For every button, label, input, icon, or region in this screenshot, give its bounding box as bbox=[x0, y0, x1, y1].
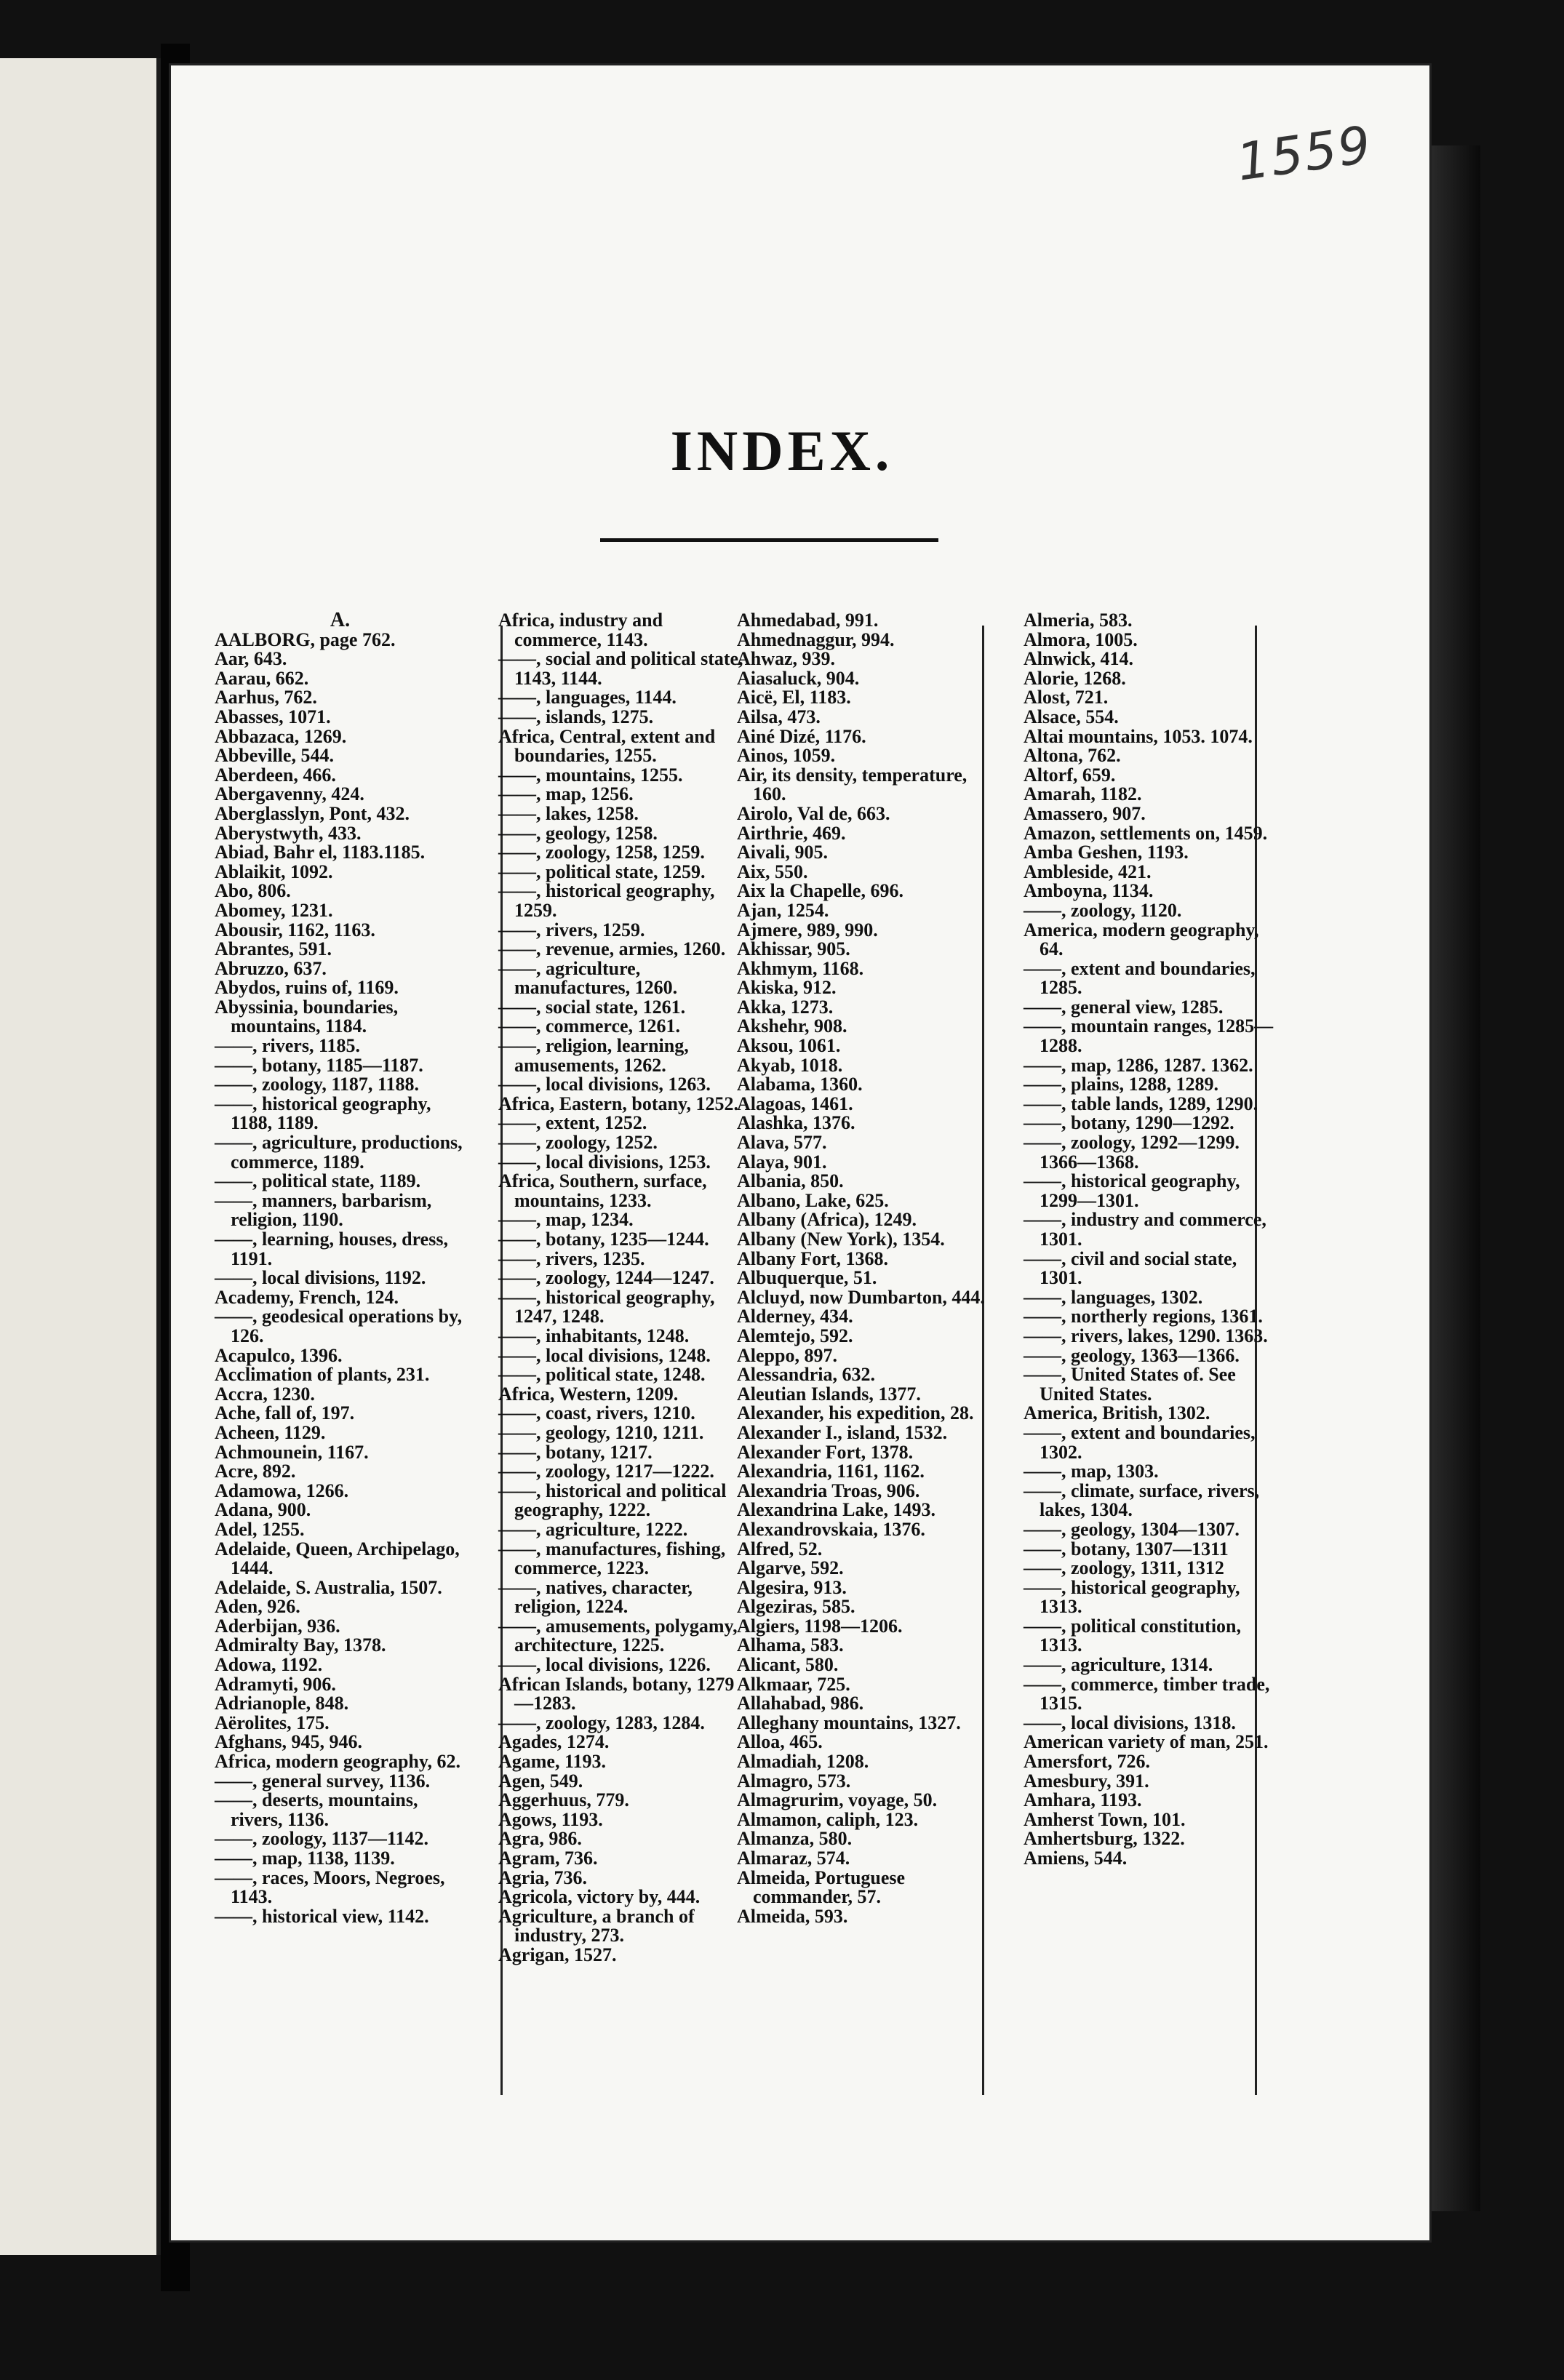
index-entry: ——, races, Moors, Negroes, 1143. bbox=[215, 1866, 445, 1908]
index-entry: Aarhus, 762. bbox=[215, 687, 317, 708]
index-entry: Adrianople, 848. bbox=[215, 1693, 349, 1714]
index-entry: ——, rivers, 1259. bbox=[498, 919, 645, 941]
index-entry: Alagoas, 1461. bbox=[737, 1093, 853, 1114]
index-entry: Almora, 1005. bbox=[1024, 628, 1138, 650]
index-entry: Ahwaz, 939. bbox=[737, 648, 836, 670]
index-entry: ——, historical geography, 1247, 1248. bbox=[498, 1286, 715, 1327]
index-entry: Almanza, 580. bbox=[737, 1828, 853, 1850]
index-entry: ——, table lands, 1289, 1290. bbox=[1024, 1093, 1258, 1114]
index-entry: Aleppo, 897. bbox=[737, 1344, 837, 1366]
index-entry: Aërolites, 175. bbox=[215, 1712, 330, 1733]
index-entry: Amassero, 907. bbox=[1024, 802, 1146, 824]
index-entry: ——, learning, houses, dress, 1191. bbox=[215, 1229, 448, 1269]
index-entry: America, British, 1302. bbox=[1024, 1402, 1210, 1424]
index-entry: ——, zoology, 1311, 1312 bbox=[1024, 1557, 1224, 1579]
index-entry: ——, coast, rivers, 1210. bbox=[498, 1402, 695, 1424]
index-entry: Alessandria, 632. bbox=[737, 1364, 875, 1386]
index-entry: Alkmaar, 725. bbox=[737, 1673, 850, 1695]
index-entry: ——, inhabitants, 1248. bbox=[498, 1325, 690, 1346]
index-entry: Abomey, 1231. bbox=[215, 899, 333, 921]
index-entry: Algarve, 592. bbox=[737, 1557, 844, 1579]
index-entry: Akka, 1273. bbox=[737, 996, 834, 1018]
index-entry: Aggerhuus, 779. bbox=[498, 1789, 629, 1811]
index-entry: ——, agriculture, productions, commerce, 1189. bbox=[215, 1132, 463, 1173]
index-entry: ——, rivers, 1185. bbox=[215, 1035, 361, 1057]
index-entry: ——, extent, 1252. bbox=[498, 1112, 647, 1134]
index-entry: ——, rivers, 1235. bbox=[498, 1247, 645, 1269]
index-entry: Alabama, 1360. bbox=[737, 1074, 863, 1095]
index-entry: Aarau, 662. bbox=[215, 667, 309, 689]
index-entry: ——, zoology, 1292—1299. 1366—1368. bbox=[1024, 1132, 1240, 1173]
index-entry: Alhama, 583. bbox=[737, 1634, 844, 1656]
index-entry: ——, industry and commerce, 1301. bbox=[1024, 1209, 1266, 1250]
index-entry: ——, languages, 1302. bbox=[1024, 1286, 1203, 1308]
index-entry: Albuquerque, 51. bbox=[737, 1267, 877, 1289]
index-entry: African Islands, botany, 1279—1283. bbox=[498, 1673, 735, 1714]
index-entry: Akhissar, 905. bbox=[737, 938, 850, 960]
index-entry: Alorie, 1268. bbox=[1024, 667, 1126, 689]
index-entry: ——, map, 1138, 1139. bbox=[215, 1848, 395, 1869]
index-entry: Altona, 762. bbox=[1024, 745, 1121, 767]
index-entry: Adelaide, Queen, Archipelago, 1444. bbox=[215, 1538, 460, 1579]
index-entry: ——, languages, 1144. bbox=[498, 687, 677, 708]
index-entry: Almeria, 583. bbox=[1024, 610, 1133, 631]
index-entry: Abbeville, 544. bbox=[215, 745, 334, 767]
index-entry: Aix la Chapelle, 696. bbox=[737, 880, 903, 902]
index-entry: Agows, 1193. bbox=[498, 1808, 603, 1830]
index-entry: Agame, 1193. bbox=[498, 1751, 607, 1773]
index-entry: Airolo, Val de, 663. bbox=[737, 802, 890, 824]
index-entry: AALBORG, page 762. bbox=[215, 628, 396, 650]
index-entry: Ainé Dizé, 1176. bbox=[737, 725, 866, 747]
index-entry: Abbazaca, 1269. bbox=[215, 725, 347, 747]
index-entry: Algesira, 913. bbox=[737, 1576, 847, 1598]
index-entry: Alexander, his expedition, 28. bbox=[737, 1402, 974, 1424]
index-entry: Alicant, 580. bbox=[737, 1654, 839, 1676]
index-entry: Alemtejo, 592. bbox=[737, 1325, 853, 1346]
index-entry: Amhara, 1193. bbox=[1024, 1789, 1142, 1811]
index-entry: Airthrie, 469. bbox=[737, 822, 846, 844]
index-entry: ——, commerce, 1261. bbox=[498, 1015, 681, 1037]
index-entry: ——, historical and political geography, 1222. bbox=[498, 1479, 727, 1521]
index-entry: Ajan, 1254. bbox=[737, 899, 829, 921]
index-entry: Alexander Fort, 1378. bbox=[737, 1441, 914, 1463]
index-entry: ——, zoology, 1217—1222. bbox=[498, 1461, 714, 1482]
index-entry: Almeida, 593. bbox=[737, 1905, 848, 1927]
index-entry: ——, botany, 1235—1244. bbox=[498, 1229, 709, 1250]
index-entry: Africa, Central, extent and boundaries, 1255. bbox=[498, 725, 716, 767]
index-entry: ——, geodesical operations by, 126. bbox=[215, 1306, 463, 1346]
index-entry: Africa, modern geography, 62. bbox=[215, 1751, 460, 1773]
index-entry: Accra, 1230. bbox=[215, 1383, 315, 1405]
index-entry: ——, extent and boundaries, 1285. bbox=[1024, 957, 1256, 999]
index-entry: Amhertsburg, 1322. bbox=[1024, 1828, 1185, 1850]
index-entry: Alfred, 52. bbox=[737, 1538, 823, 1560]
index-entry: ——, manners, barbarism, religion, 1190. bbox=[215, 1189, 432, 1231]
index-entry: American variety of man, 251. bbox=[1024, 1731, 1269, 1753]
index-entry: Ache, fall of, 197. bbox=[215, 1402, 355, 1424]
index-entry: Akshehr, 908. bbox=[737, 1015, 847, 1037]
page-title: INDEX. bbox=[670, 419, 894, 482]
index-entry: ——, religion, learning, amusements, 1262. bbox=[498, 1035, 689, 1076]
index-entry: ——, zoology, 1120. bbox=[1024, 899, 1182, 921]
index-entry: ——, map, 1286, 1287. 1362. bbox=[1024, 1054, 1253, 1076]
index-entry: ——, local divisions, 1226. bbox=[498, 1654, 711, 1676]
index-entry: Agra, 986. bbox=[498, 1828, 582, 1850]
index-entry: Africa, Eastern, botany, 1252. bbox=[498, 1093, 739, 1114]
index-entry: ——, agriculture, 1314. bbox=[1024, 1654, 1213, 1676]
index-entry: ——, mountains, 1255. bbox=[498, 764, 683, 786]
index-entry: Aderbijan, 936. bbox=[215, 1615, 340, 1637]
index-entry: Aiasaluck, 904. bbox=[737, 667, 860, 689]
index-entry: Aberdeen, 466. bbox=[215, 764, 336, 786]
index-entry: ——, general view, 1285. bbox=[1024, 996, 1224, 1018]
index-entry: ——, amusements, polygamy, architecture, 1225. bbox=[498, 1615, 738, 1656]
index-entry: Abergavenny, 424. bbox=[215, 783, 364, 805]
index-entry: Abyssinia, boundaries, mountains, 1184. bbox=[215, 996, 399, 1037]
index-entry: Aicë, El, 1183. bbox=[737, 687, 851, 708]
index-entry: Adramyti, 906. bbox=[215, 1673, 336, 1695]
index-entry: Aix, 550. bbox=[737, 860, 808, 882]
index-entry: Albano, Lake, 625. bbox=[737, 1189, 889, 1211]
index-entry: Adelaide, S. Australia, 1507. bbox=[215, 1576, 442, 1598]
index-entry: ——, geology, 1210, 1211. bbox=[498, 1421, 704, 1443]
index-entry: Allahabad, 986. bbox=[737, 1693, 864, 1714]
index-entry: ——, map, 1303. bbox=[1024, 1461, 1159, 1482]
index-entry: ——, map, 1234. bbox=[498, 1209, 634, 1231]
index-entry: ——, northerly regions, 1361. bbox=[1024, 1306, 1263, 1327]
index-entry: ——, civil and social state, 1301. bbox=[1024, 1247, 1237, 1289]
index-column-2 bbox=[498, 611, 749, 2109]
index-entry: Ablaikit, 1092. bbox=[215, 860, 333, 882]
index-entry: Alaya, 901. bbox=[737, 1151, 827, 1173]
index-entry: ——, extent and boundaries, 1302. bbox=[1024, 1421, 1256, 1463]
index-entry: Alava, 577. bbox=[737, 1132, 827, 1154]
index-entry: ——, local divisions, 1253. bbox=[498, 1151, 711, 1173]
index-entry: Amarah, 1182. bbox=[1024, 783, 1142, 805]
index-entry: ——, political state, 1248. bbox=[498, 1364, 706, 1386]
index-entry: Almagro, 573. bbox=[737, 1770, 851, 1792]
index-entry: Achmounein, 1167. bbox=[215, 1441, 369, 1463]
index-column-4 bbox=[1024, 611, 1274, 2109]
index-entry: Agades, 1274. bbox=[498, 1731, 610, 1753]
index-entry: Alcluyd, now Dumbarton, 444. bbox=[737, 1286, 985, 1308]
index-entry: Aden, 926. bbox=[215, 1596, 300, 1618]
index-entry: Adowa, 1192. bbox=[215, 1654, 323, 1676]
index-entry: Abydos, ruins of, 1169. bbox=[215, 977, 399, 999]
index-entry: Algeziras, 585. bbox=[737, 1596, 855, 1618]
index-entry: Amba Geshen, 1193. bbox=[1024, 842, 1189, 863]
index-entry: ——, zoology, 1258, 1259. bbox=[498, 842, 705, 863]
index-entry: America, modern geography, 64. bbox=[1024, 919, 1259, 960]
index-entry: Agen, 549. bbox=[498, 1770, 583, 1792]
index-columns bbox=[215, 609, 1274, 2109]
index-column-3 bbox=[737, 611, 988, 2109]
index-entry: Almamon, caliph, 123. bbox=[737, 1808, 919, 1830]
index-entry: ——, manufactures, fishing, commerce, 1223. bbox=[498, 1538, 726, 1579]
index-entry: Albany (New York), 1354. bbox=[737, 1229, 945, 1250]
index-entry: ——, botany, 1185—1187. bbox=[215, 1054, 423, 1076]
index-entry: Adamowa, 1266. bbox=[215, 1479, 349, 1501]
index-entry: Alexandria, 1161, 1162. bbox=[737, 1461, 925, 1482]
index-entry: Amazon, settlements on, 1459. bbox=[1024, 822, 1268, 844]
index-entry: ——, mountain ranges, 1285—1288. bbox=[1024, 1015, 1274, 1057]
index-entry: Albany (Africa), 1249. bbox=[737, 1209, 917, 1231]
index-entry: ——, zoology, 1187, 1188. bbox=[215, 1074, 419, 1095]
index-entry: Africa, Southern, surface, mountains, 1233. bbox=[498, 1170, 707, 1211]
index-entry: Air, its density, temperature, 160. bbox=[737, 764, 967, 805]
index-entry: Amboyna, 1134. bbox=[1024, 880, 1154, 902]
index-entry: Ahmedabad, 991. bbox=[737, 610, 879, 631]
index-entry: Agricola, victory by, 444. bbox=[498, 1886, 701, 1908]
index-entry: ——, zoology, 1283, 1284. bbox=[498, 1712, 705, 1733]
index-entry: Amherst Town, 101. bbox=[1024, 1808, 1186, 1830]
index-entry: Abasses, 1071. bbox=[215, 706, 331, 727]
index-entry: Abruzzo, 637. bbox=[215, 957, 327, 979]
index-entry: Akhmym, 1168. bbox=[737, 957, 864, 979]
index-entry: ——, social state, 1261. bbox=[498, 996, 686, 1018]
index-entry: Aberystwyth, 433. bbox=[215, 822, 362, 844]
index-entry: ——, local divisions, 1263. bbox=[498, 1074, 711, 1095]
index-entry: ——, geology, 1304—1307. bbox=[1024, 1518, 1240, 1540]
index-entry: ——, general survey, 1136. bbox=[215, 1770, 431, 1792]
index-entry: Alderney, 434. bbox=[737, 1306, 853, 1327]
index-entry: Agriculture, a branch of industry, 273. bbox=[498, 1905, 695, 1946]
index-column-1 bbox=[215, 611, 466, 2109]
index-entry: Agrigan, 1527. bbox=[498, 1944, 617, 1965]
index-entry: Algiers, 1198—1206. bbox=[737, 1615, 903, 1637]
index-entry: ——, botany, 1217. bbox=[498, 1441, 653, 1463]
handwritten-folio-number: 1559 bbox=[1233, 114, 1376, 193]
index-entry: Acheen, 1129. bbox=[215, 1421, 326, 1443]
index-entry: ——, plains, 1288, 1289. bbox=[1024, 1074, 1218, 1095]
index-entry: Amersfort, 726. bbox=[1024, 1751, 1150, 1773]
index-entry: ——, botany, 1307—1311 bbox=[1024, 1538, 1229, 1560]
index-entry: ——, social and political state, 1143, 1144. bbox=[498, 648, 743, 689]
index-entry: ——, historical view, 1142. bbox=[215, 1905, 429, 1927]
index-entry: ——, historical geography, 1259. bbox=[498, 880, 715, 921]
index-letter-heading: A. bbox=[330, 609, 351, 631]
index-entry: Almaraz, 574. bbox=[737, 1848, 850, 1869]
index-entry: Acre, 892. bbox=[215, 1461, 296, 1482]
index-entry: Alashka, 1376. bbox=[737, 1112, 855, 1134]
index-entry: Albany Fort, 1368. bbox=[737, 1247, 888, 1269]
index-entry: Africa, Western, 1209. bbox=[498, 1383, 679, 1405]
index-entry: Alsace, 554. bbox=[1024, 706, 1119, 727]
index-entry: ——, historical geography, 1313. bbox=[1024, 1576, 1240, 1618]
index-entry: Alleghany mountains, 1327. bbox=[737, 1712, 961, 1733]
index-entry: ——, agriculture, 1222. bbox=[498, 1518, 688, 1540]
index-entry: ——, historical geography, 1188, 1189. bbox=[215, 1093, 431, 1134]
index-entry: Abrantes, 591. bbox=[215, 938, 332, 960]
index-entry: ——, geology, 1258. bbox=[498, 822, 658, 844]
index-entry: Afghans, 945, 946. bbox=[215, 1731, 362, 1753]
index-entry: ——, political state, 1189. bbox=[215, 1170, 421, 1192]
index-entry: ——, local divisions, 1248. bbox=[498, 1344, 711, 1366]
index-entry: Agria, 736. bbox=[498, 1866, 588, 1888]
index-entry: Almagrurim, voyage, 50. bbox=[737, 1789, 938, 1811]
index-entry: Alnwick, 414. bbox=[1024, 648, 1133, 670]
index-entry: Acclimation of plants, 231. bbox=[215, 1364, 430, 1386]
index-entry: Alexandria Troas, 906. bbox=[737, 1479, 920, 1501]
index-entry: Aar, 643. bbox=[215, 648, 287, 670]
index-entry: ——, political state, 1259. bbox=[498, 860, 706, 882]
index-entry: ——, deserts, mountains, rivers, 1136. bbox=[215, 1789, 418, 1830]
facing-page-edge bbox=[0, 58, 161, 2255]
index-entry: ——, islands, 1275. bbox=[498, 706, 654, 727]
index-entry: Adel, 1255. bbox=[215, 1518, 305, 1540]
index-entry: Albania, 850. bbox=[737, 1170, 844, 1192]
index-entry: ——, lakes, 1258. bbox=[498, 802, 639, 824]
index-entry: Amiens, 544. bbox=[1024, 1848, 1128, 1869]
index-entry: Alexandrovskaia, 1376. bbox=[737, 1518, 925, 1540]
index-entry: ——, zoology, 1244—1247. bbox=[498, 1267, 714, 1289]
index-entry: Akiska, 912. bbox=[737, 977, 837, 999]
title-rule bbox=[600, 538, 938, 542]
index-entry: ——, political constitution, 1313. bbox=[1024, 1615, 1242, 1656]
index-entry: Aleutian Islands, 1377. bbox=[737, 1383, 921, 1405]
index-entry: Academy, French, 124. bbox=[215, 1286, 399, 1308]
index-entry: Abousir, 1162, 1163. bbox=[215, 919, 375, 941]
index-entry: Ainos, 1059. bbox=[737, 745, 836, 767]
index-entry: Aberglasslyn, Pont, 432. bbox=[215, 802, 410, 824]
index-entry: Ahmednaggur, 994. bbox=[737, 628, 895, 650]
index-entry: ——, geology, 1363—1366. bbox=[1024, 1344, 1240, 1366]
index-entry: Africa, industry and commerce, 1143. bbox=[498, 610, 663, 650]
index-entry: ——, United States of. See United States. bbox=[1024, 1364, 1236, 1405]
index-entry: Alost, 721. bbox=[1024, 687, 1109, 708]
index-entry: Aksou, 1061. bbox=[737, 1035, 841, 1057]
index-entry: Alexander I., island, 1532. bbox=[737, 1421, 948, 1443]
index-entry: Abiad, Bahr el, 1183.1185. bbox=[215, 842, 426, 863]
index-entry: Adana, 900. bbox=[215, 1499, 311, 1521]
index-entry: ——, zoology, 1252. bbox=[498, 1132, 658, 1154]
index-entry: Amesbury, 391. bbox=[1024, 1770, 1149, 1792]
index-entry: Akyab, 1018. bbox=[737, 1054, 843, 1076]
index-entry: Ajmere, 989, 990. bbox=[737, 919, 878, 941]
index-entry: Ambleside, 421. bbox=[1024, 860, 1152, 882]
index-entry: Aivali, 905. bbox=[737, 842, 828, 863]
index-entry: Almeida, Portuguese commander, 57. bbox=[737, 1866, 906, 1908]
index-entry: ——, natives, character, religion, 1224. bbox=[498, 1576, 693, 1618]
index-entry: Altorf, 659. bbox=[1024, 764, 1116, 786]
index-entry: Almadiah, 1208. bbox=[737, 1751, 869, 1773]
index-entry: Alloa, 465. bbox=[737, 1731, 823, 1753]
index-entry: ——, revenue, armies, 1260. bbox=[498, 938, 726, 960]
index-entry: ——, historical geography, 1299—1301. bbox=[1024, 1170, 1240, 1211]
index-entry: Acapulco, 1396. bbox=[215, 1344, 343, 1366]
index-entry: ——, zoology, 1137—1142. bbox=[215, 1828, 428, 1850]
index-entry: Admiralty Bay, 1378. bbox=[215, 1634, 386, 1656]
index-entry: Altai mountains, 1053. 1074. bbox=[1024, 725, 1253, 747]
index-entry: Abo, 806. bbox=[215, 880, 291, 902]
index-entry: ——, rivers, lakes, 1290. 1363. bbox=[1024, 1325, 1268, 1346]
index-entry: ——, commerce, timber trade, 1315. bbox=[1024, 1673, 1270, 1714]
index-entry: Alexandrina Lake, 1493. bbox=[737, 1499, 936, 1521]
index-entry: Agram, 736. bbox=[498, 1848, 598, 1869]
index-entry: ——, climate, surface, rivers, lakes, 1304. bbox=[1024, 1479, 1260, 1521]
index-entry: ——, local divisions, 1318. bbox=[1024, 1712, 1236, 1733]
index-entry: Ailsa, 473. bbox=[737, 706, 821, 727]
index-entry: ——, map, 1256. bbox=[498, 783, 634, 805]
index-entry: ——, botany, 1290—1292. bbox=[1024, 1112, 1234, 1134]
index-entry: ——, agriculture, manufactures, 1260. bbox=[498, 957, 678, 999]
index-entry: ——, local divisions, 1192. bbox=[215, 1267, 426, 1289]
